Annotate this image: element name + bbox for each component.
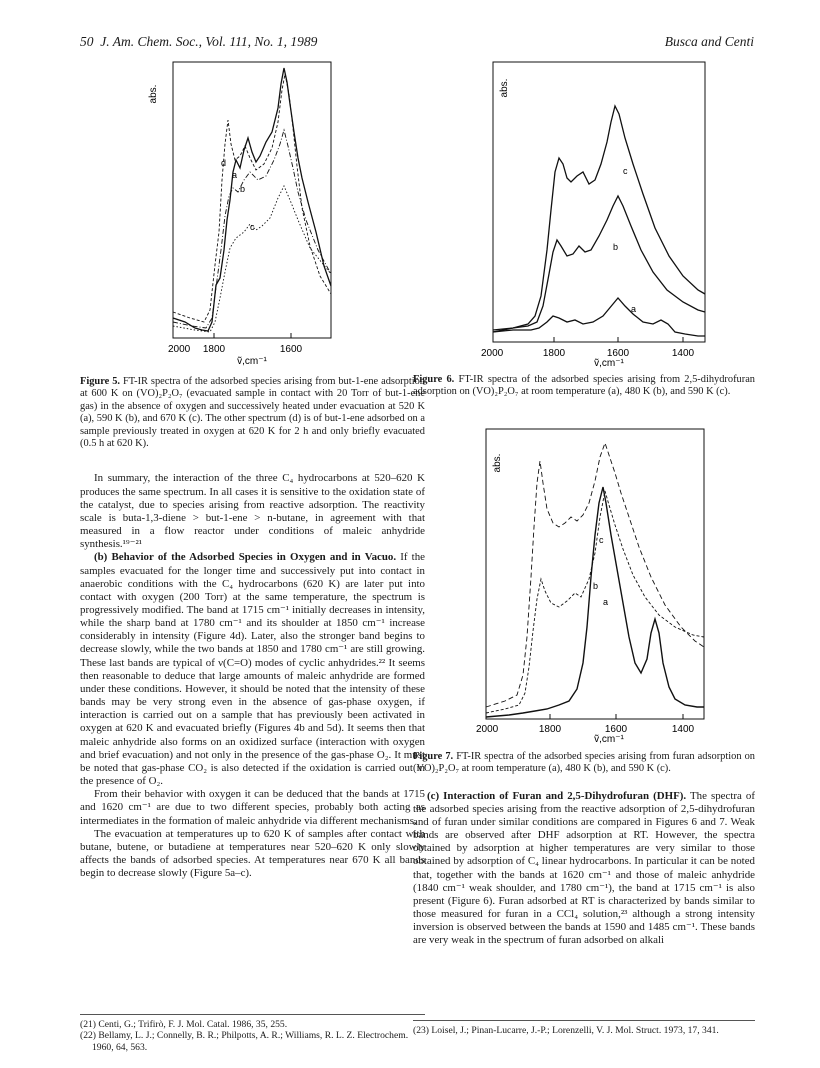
section-c-heading: (c) Interaction of Furan and 2,5-Dihydrofuran (DHF).: [427, 789, 687, 802]
figure-7-x-label: ṽ,cm⁻¹: [594, 733, 624, 745]
figure-6-tick-label: 2000: [481, 348, 504, 359]
figure-5-tick-label: 1600: [279, 344, 303, 355]
header-left: [80, 34, 317, 50]
figure-7-curve-c: [486, 443, 704, 707]
figure-7-caption-label: Figure 7.: [413, 750, 454, 762]
figure-6-y-label: abs.: [499, 78, 510, 98]
figure-5-caption-text: FT-IR spectra of the adsorbed species arising from but-1-ene adsorption at 600 K on (VO)₂P₂O₇ (evacuated sample in contact with 20 Torr of but-1-ene gas) in the absence of oxygen and successively heated under evacuation at 520 K (a), 590 K (b), and 670 K (c). The other spectrum (d) is of but-1-ene adsorbed on a sample previously treated in oxygen at 620 K for 2 h and only briefly evacuated (0.5 h at 620 K).: [80, 376, 425, 450]
journal-citation: J. Am. Chem. Soc., Vol. 111, No. 1, 1989: [100, 34, 318, 49]
figure-7-tick-label: 1800: [538, 723, 562, 735]
figure-5-curve-c: [173, 186, 331, 332]
reference-23: (23) Loisel, J.; Pinan-Lucarre, J.-P.; Lorenzelli, V. J. Mol. Struct. 1973, 17, 341.: [413, 1025, 719, 1036]
paragraph-oxygen-behavior: From their behavior with oxygen it can be deduced that the bands at 1715 and 1620 cm⁻¹ are due to two different species, probably both acting as intermediates in the formation of maleic anhydride via different mechanisms.: [80, 788, 425, 827]
figure-5-y-label: abs.: [148, 84, 159, 104]
figure-6-plot: [413, 60, 755, 370]
figure-6-curve-a: [493, 298, 705, 336]
figure-5: [80, 60, 425, 372]
figure-6-caption-label: Figure 6.: [413, 374, 455, 385]
figure-7: [413, 427, 755, 745]
figure-6-tick-label: 1800: [542, 348, 566, 359]
paragraph-section-c: [413, 790, 755, 948]
running-header: [80, 34, 754, 52]
figure-6-curve-label-b: b: [613, 242, 619, 252]
figure-7-y-label: abs.: [492, 453, 503, 473]
reference-22: (22) Bellamy, L. J.; Connelly, B. R.; Philpotts, A. R.; Williams, R. L. Z. Electrochem. 1960, 64, 563.: [80, 1030, 409, 1053]
figure-6-curve-label-a: a: [631, 304, 637, 314]
figure-7-curve-a: [486, 487, 704, 717]
paragraph-summary: In summary, the interaction of the three C₄ hydrocarbons at 520–620 K produces the same spectrum. In all cases it is sensitive to the oxidation state of the catalyst, due to species arising from reactive adsorption. The reactivity scale is buta-1,3-diene > but-1-ene > n-butane, in agreement with that measured in a flow reactor under conditions of maleic anhydride synthesis.¹⁹⁻²¹: [80, 472, 425, 551]
figure-6-caption-text: FT-IR spectra of the adsorbed species arising from 2,5-dihydrofuran adsorption on (VO)₂P₂O₇ at room temperature (a), 480 K (b), and 590 K (c).: [413, 374, 756, 398]
figure-5-curve-label-b: b: [240, 184, 246, 194]
figure-5-x-label: ṽ,cm⁻¹: [237, 356, 267, 367]
figure-7-curve-label-b: b: [593, 580, 599, 591]
references-left: [80, 1014, 425, 1053]
left-column: [80, 60, 425, 880]
section-b-heading: (b) Behavior of the Adsorbed Species in Oxygen and in Vacuo.: [94, 551, 397, 564]
figure-7-caption: [413, 751, 755, 776]
figure-6-caption: [413, 374, 755, 399]
figure-5-tick-label: 2000: [168, 344, 191, 355]
figure-6-x-label: ṽ,cm⁻¹: [594, 358, 624, 369]
figure-7-tick-label: 1400: [671, 723, 695, 735]
figure-5-plot: [80, 60, 425, 372]
section-b-text: If the samples evacuated for the longer time and successively put into contact in anaerobic conditions with the C₄ hydrocarbons (620 K) are later put into contact with oxygen (200 Torr) at the same temperature, the spectrum is progressively modified. The band at 1715 cm⁻¹ initially decreases in intensity, while the sharp band at 1780 cm⁻¹ and its shoulder at 1850 cm⁻¹ increase considerably in intensity (Figure 4d). Later, also the stronger band begins to decrease slowly, while the two bands at 1850 and 1780 cm⁻¹ are still growing. These last bands are typical of ν(C=O) modes of cyclic anhydrides.²² It seems then reasonable to deduce that large amounts of maleic anhydride are formed under these conditions. However, it should be noted that the intensity of these bands may be very strong even in the absence of gas-phase oxygen, if interaction is carried out on a sample that has previously been activated in oxygen at 620 K and evacuated briefly (Figures 4b and 5d). It seems then that maleic anhydride also forms on an oxidized surface (interaction with oxygen and brief evacuation) and not only in the presence of the gas-phase O₂. It must be noted that gas-phase CO₂ is also detected if the oxidation is carried out in the presence of O₂.: [80, 551, 425, 788]
figure-5-caption: [80, 376, 425, 450]
figure-7-tick-label: 2000: [476, 723, 499, 735]
figure-6-curve-c: [493, 106, 705, 332]
figure-5-curve-label-c: c: [250, 222, 255, 232]
paragraph-evacuation: The evacuation at temperatures up to 620 K of samples after contact with butane, butene, or butadiene at temperatures near 520–620 K only slowly affects the bands of adsorbed species. At temperatures near 670 K all bands begin to decrease slowly (Figure 5a–c).: [80, 827, 425, 880]
figure-6-curve-label-c: c: [623, 166, 628, 176]
figure-7-plot: [413, 427, 755, 745]
figure-6: [413, 60, 755, 370]
figure-5-tick-label: 1800: [202, 344, 226, 355]
figure-5-curve-a: [173, 68, 331, 331]
reference-21: (21) Centi, G.; Trifirò, F. J. Mol. Catal. 1986, 35, 255.: [80, 1019, 288, 1030]
figure-7-curve-b: [486, 491, 704, 713]
figure-5-caption-label: Figure 5.: [80, 376, 120, 387]
figure-5-curve-label-a: a: [232, 170, 238, 180]
right-column: [413, 60, 755, 948]
header-authors: Busca and Centi: [664, 34, 754, 49]
references-rule: [80, 1014, 425, 1015]
figure-5-curve-label-d: d: [221, 158, 227, 168]
paragraph-section-b: [80, 551, 425, 788]
figure-7-curve-label-c: c: [599, 534, 604, 545]
figure-7-curve-label-a: a: [603, 596, 609, 607]
figure-6-frame: [493, 62, 705, 342]
figure-6-tick-label: 1400: [671, 348, 695, 359]
section-c-text: The spectra of the adsorbed species arising from the reactive adsorption of 2,5-dihydrofuran and of furan under similar conditions are compared in Figures 6 and 7. Weak bands are observed after DHF adsorption at RT. However, the spectra obtained by adsorption at higher temperatures are very similar to those obtained by adsorption of C₄ linear hydrocarbons. In particular it can be noted that, together with the bands at 1620 cm⁻¹ and those of maleic anhydride (1840 cm⁻¹ weak shoulder, and 1780 cm⁻¹), the band at 1715 cm⁻¹ is also present (Figure 6). Furan adsorbed at RT is characterized by bands similar to those measured for furan in a CCl₄ solution,²³ although a strong intensity inversion is observed between the bands at 1590 and 1485 cm⁻¹. These bands are very weak in the spectrum of furan adsorbed on alkali: [413, 789, 755, 947]
references-rule: [413, 1020, 755, 1021]
figure-7-caption-text: FT-IR spectra of the adsorbed species arising from furan adsorption on (VO)₂P₂O₇ at room temperature (a), 480 K (b), and 590 K (c).: [413, 750, 755, 775]
references-right: [413, 1020, 755, 1036]
figure-7-frame: [486, 429, 704, 719]
figure-6-tick-label: 1600: [606, 348, 630, 359]
figure-7-tick-label: 1600: [604, 723, 628, 735]
page-number: 50: [80, 34, 94, 49]
